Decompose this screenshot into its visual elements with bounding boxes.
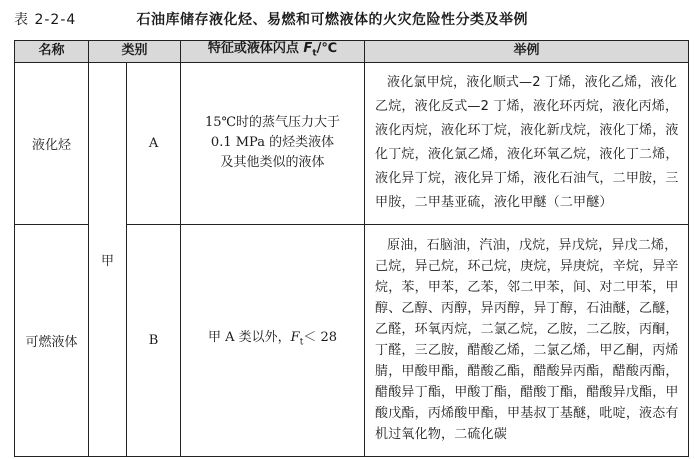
header-feature-unit: /℃ bbox=[316, 41, 338, 56]
row-name-liquefied-hydrocarbon: 液化烃 bbox=[15, 62, 89, 224]
example-cell-b: 原油，石脑油，汽油，戊烷，异戊烷，异戊二烯，己烷，异己烷，环己烷，庚烷，异庚烷，辛烷，异辛烷，苯，甲苯，乙苯，邻二甲苯，间、对二甲苯，甲醇、乙醇、丙醇，异丙醇，异丁醇，石油醚，乙醚，乙醛，环氧丙烷，二氯乙烷，乙胺，二乙胺，丙酮，丁醛，三乙胺，醋酸乙烯，二氯乙烯，甲乙酮，丙烯腈，甲酸甲酯，醋酸乙酯，醋酸异丙酯，醋酸丙酯，醋酸异丁酯，甲酸丁酯，醋酸丁酯，醋酸异戊酯，甲酸戊酯，丙烯酸甲酯，甲基叔丁基醚，吡啶，液态有机过氧化物，二硫化碳 bbox=[365, 224, 689, 456]
hazard-classification-table bbox=[14, 40, 689, 457]
header-name: 名称 bbox=[15, 41, 89, 63]
header-category: 类别 bbox=[89, 41, 181, 63]
class-group-jia: 甲 bbox=[89, 62, 127, 456]
header-feature-prefix: 特征或液体闪点 bbox=[207, 41, 304, 56]
feature-line: 15℃时的蒸气压力大于 bbox=[204, 115, 341, 131]
feature-cell-a bbox=[181, 62, 365, 224]
header-feature bbox=[181, 41, 365, 63]
table-title: 石油库储存液化烃、易燃和可燃液体的火灾危险性分类及举例 bbox=[136, 12, 528, 28]
header-feature-sub: t bbox=[312, 48, 317, 59]
table-row bbox=[15, 62, 689, 224]
header-example: 举例 bbox=[365, 41, 689, 63]
row-name-combustible-liquid: 可燃液体 bbox=[15, 224, 89, 456]
feature-line: 及其他类似的液体 bbox=[220, 155, 325, 171]
header-feature-var: F bbox=[303, 41, 313, 56]
example-cell-a: 液化氯甲烷，液化顺式—2 丁烯，液化乙烯，液化乙烷，液化反式—2 丁烯，液化环丙烷，液化丙烯，液化丙烷，液化环丁烷，液化新戊烷，液化丁烯，液化丁烷，液化氯乙烯，液化环氧乙烷，液化丁二烯，液化异丁烷，液化异丁烯，液化石油气，二甲胺，三甲胺，二甲基亚硫，液化甲醚（二甲醚） bbox=[365, 62, 689, 224]
header-row bbox=[15, 41, 689, 63]
table-caption bbox=[14, 8, 684, 32]
subclass-a: A bbox=[127, 62, 181, 224]
feature-b-prefix: 甲 A 类以外， bbox=[208, 329, 291, 345]
feature-cell-b bbox=[181, 224, 365, 456]
feature-b-suffix: ＜ 28 bbox=[303, 329, 338, 345]
feature-b-sub: t bbox=[299, 337, 304, 348]
feature-line: 0.1 MPa 的烃类液体 bbox=[210, 135, 335, 151]
subclass-b: B bbox=[127, 224, 181, 456]
table-number: 表 2-2-4 bbox=[14, 12, 77, 28]
feature-b-var: F bbox=[290, 329, 300, 345]
